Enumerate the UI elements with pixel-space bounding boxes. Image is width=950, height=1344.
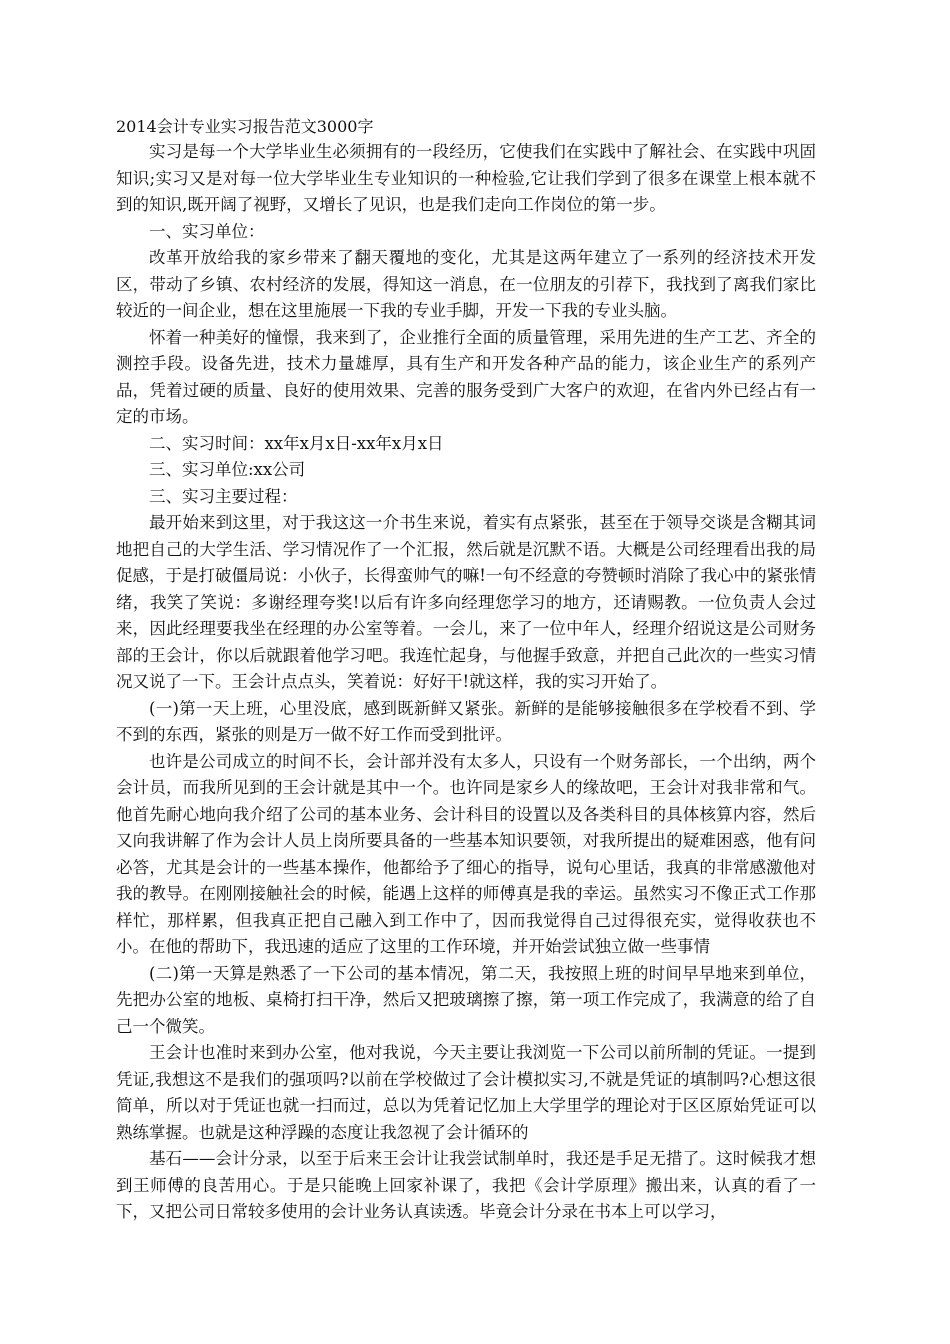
section-heading-company: 三、实习单位:xx公司 xyxy=(149,460,306,479)
paragraph-day-one: (一)第一天上班，心里没底，感到既新鲜又紧张。新鲜的是能够接触很多在学校看不到、学不到的东西，紧张的则是万一做不好工作而受到批评。 xyxy=(116,698,816,744)
section-heading-unit: 一、实习单位： xyxy=(149,221,265,241)
document-body xyxy=(116,115,816,1226)
document-title: 2014会计专业实习报告范文3000字 xyxy=(116,117,374,136)
paragraph-first-meeting: 最开始来到这里，对于我这这一介书生来说，着实有点紧张，甚至在于领导交谈是含糊其词地把自己的大学生活、学习情况作了一个汇报，然后就是沉默不语。大概是公司经理看出我的局促感，于是打破僵局说：小伙子，长得蛮帅气的嘛!一句不经意的夸赞顿时消除了我心中的紧张情绪，我笑了笑说：多谢经理夸奖!以后有许多向经理您学习的地方，还请赐教。一位负责人会过来，因此经理要我坐在经理的办公室等着。一会儿，来了一位中年人，经理介绍说这是公司财务部的王会计，你以后就跟着他学习吧。我连忙起身，与他握手致意，并把自己此次的一些实习情况又说了一下。王会计点点头，笑着说：好好干!就这样，我的实习开始了。 xyxy=(116,513,816,691)
paragraph-company: 怀着一种美好的憧憬，我来到了，企业推行全面的质量管理，采用先进的生产工艺、齐全的测控手段。设备先进，技术力量雄厚，具有生产和开发各种产品的能力，该企业生产的系列产品，凭着过硬的质量、良好的使用效果、完善的服务受到广大客户的欢迎，在省内外已经占有一定的市场。 xyxy=(116,327,816,426)
section-heading-time: 二、实习时间：xx年x月x日-xx年x月x日 xyxy=(149,433,444,453)
paragraph-day-two: (二)第一天算是熟悉了一下公司的基本情况，第二天，我按照上班的时间早早地来到单位，先把办公室的地板、桌椅打扫干净，然后又把玻璃擦了擦，第一项工作完成了，我满意的给了自己一个微笑。 xyxy=(116,963,816,1036)
paragraph-vouchers: 王会计也准时来到办公室，他对我说，今天主要让我浏览一下公司以前所制的凭证。一提到凭证,我想这不是我们的强项吗?以前在学校做过了会计模拟实习,不就是凭证的填制吗?心想这很简单，所以对于凭证也就一扫而过，总以为凭着记忆加上大学里学的理论对于区区原始凭证可以熟练掌握。也就是这种浮躁的态度让我忽视了会计循环的 xyxy=(116,1043,816,1142)
paragraph-journal-entries: 基石——会计分录，以至于后来王会计让我尝试制单时，我还是手足无措了。这时候我才想到王师傅的良苦用心。于是只能晚上回家补课了，我把《会计学原理》搬出来，认真的看了一下，又把公司日常较多使用的会计业务认真读透。毕竟会计分录在书本上可以学习， xyxy=(116,1149,816,1221)
section-heading-process: 三、实习主要过程： xyxy=(149,486,298,506)
paragraph-mentor: 也许是公司成立的时间不长，会计部并没有太多人，只设有一个财务部长，一个出纳，两个会计员，而我所见到的王会计就是其中一个。也许同是家乡人的缘故吧，王会计对我非常和气。他首先耐心地向我介绍了公司的基本业务、会计科目的设置以及各类科目的具体核算内容，然后又向我讲解了作为会计人员上岗所要具备的一些基本知识要领，对我所提出的疑难困惑，他有问必答，尤其是会计的一些基本操作，他都给予了细心的指导，说句心里话，我真的非常感激他对我的教导。在刚刚接触社会的时候，能遇上这样的师傅真是我的幸运。虽然实习不像正式工作那样忙，那样累，但我真正把自己融入到工作中了，因而我觉得自己过得很充实，觉得收获也不小。在他的帮助下，我迅速的适应了这里的工作环境，并开始尝试独立做一些事情 xyxy=(116,751,816,956)
paragraph-hometown: 改革开放给我的家乡带来了翻天覆地的变化，尤其是这两年建立了一系列的经济技术开发区，带动了乡镇、农村经济的发展，得知这一消息，在一位朋友的引荐下，我找到了离我们家比较近的一间企业，想在这里施展一下我的专业手脚，开发一下我的专业头脑。 xyxy=(116,248,816,320)
paragraph-intro: 实习是每一个大学毕业生必须拥有的一段经历，它使我们在实践中了解社会、在实践中巩固知识;实习又是对每一位大学毕业生专业知识的一种检验,它让我们学到了很多在课堂上根本就不到的知识,既开阔了视野，又增长了见识，也是我们走向工作岗位的第一步。 xyxy=(116,142,816,214)
